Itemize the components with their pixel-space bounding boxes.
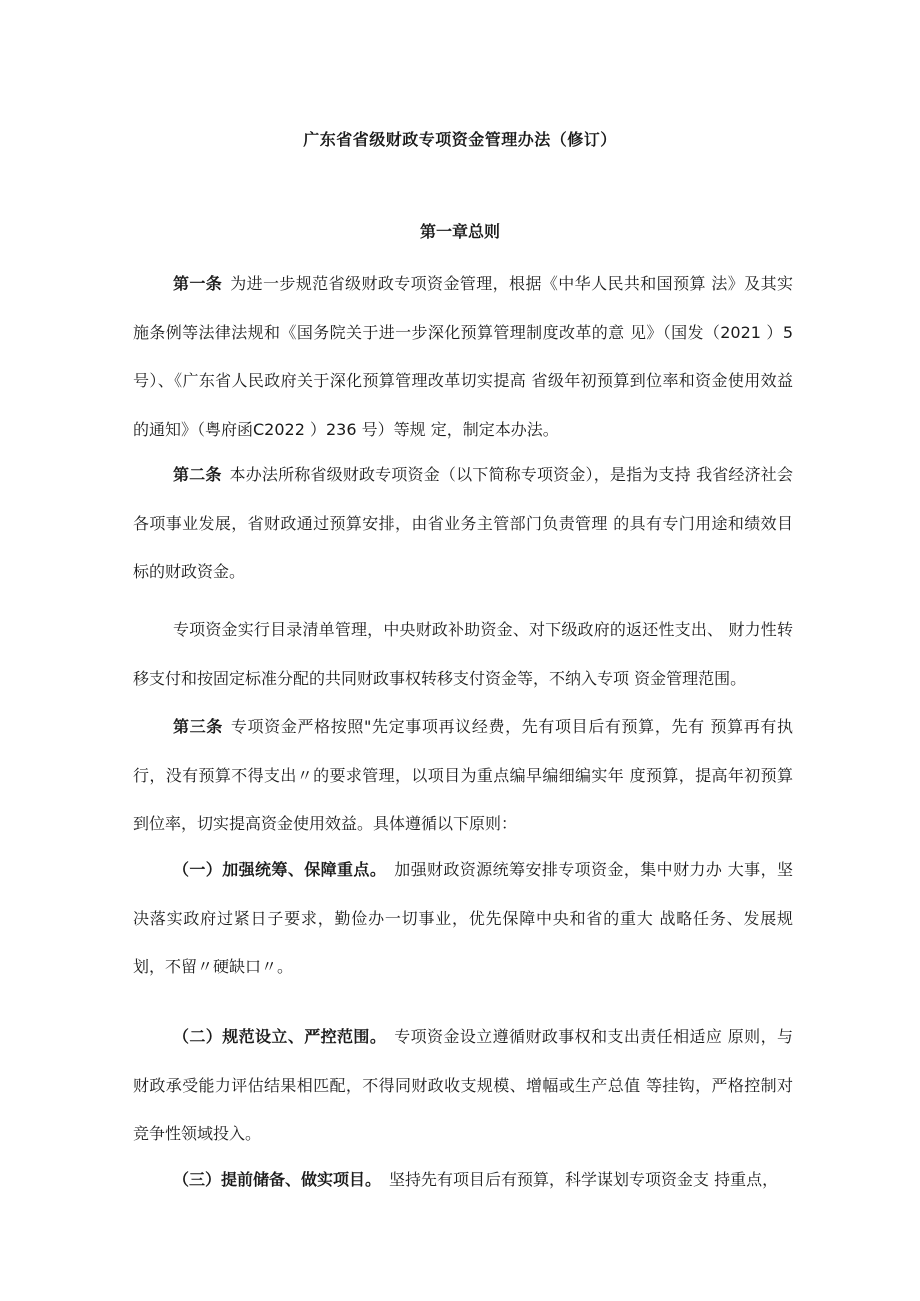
- article-3-text: 专项资金严格按照"先定事项再议经费，先有项目后有预算，先有 预算再有执行，没有预算不得支出〃的要求管理，以项目为重点编早编细编实年 度预算，提高年初预算到位率，切实提高资金使用效益。具体遵循以下原则：: [133, 717, 793, 833]
- article-1-text: 为进一步规范省级财政专项资金管理，根据《中华人民共和国预算 法》及其实施条例等法律法规和《国务院关于进一步深化预算管理制度改革的意 见》（国发（2021 ）5 号）、《广东省人民政府关于深化预算管理改革切实提高 省级年初预算到位率和资金使用效益的通知》（粤府函C2022 ）236 号）等规 定，制定本办法。: [133, 274, 793, 439]
- principle-3-paragraph: [133, 1156, 793, 1205]
- principle-2-lead: （二）规范设立、严控范围。: [173, 1027, 387, 1046]
- article-1-lead: 第一条: [173, 274, 223, 293]
- document-title: 广东省省级财政专项资金管理办法（修订）: [303, 130, 617, 149]
- article-3-lead: 第三条: [173, 717, 223, 736]
- principle-2-paragraph: [133, 1013, 793, 1159]
- principle-2-text: 专项资金设立遵循财政事权和支出责任相适应 原则，与财政承受能力评估结果相匹配，不得同财政收支规模、增幅或生产总值 等挂钩，严格控制对竞争性领域投入。: [133, 1027, 793, 1143]
- article-2-lead: 第二条: [173, 465, 222, 484]
- principle-1-text: 加强财政资源统筹安排专项资金，集中财力办 大事，坚决落实政府过紧日子要求，勤俭办一切事业，优先保障中央和省的重大 战略任务、发展规划，不留〃硬缺口〃。: [133, 860, 793, 976]
- article-2-supplement-text: 专项资金实行目录清单管理，中央财政补助资金、对下级政府的返还性支出、 财力性转移支付和按固定标准分配的共同财政事权转移支付资金等，不纳入专项 资金管理范围。: [133, 620, 793, 688]
- principle-3-lead: （三）提前储备、做实项目。: [173, 1170, 382, 1189]
- article-3-paragraph: [133, 703, 793, 849]
- chapter-heading: 第一章总则: [419, 222, 500, 241]
- article-2-supplement-paragraph: [133, 606, 793, 703]
- principle-1-paragraph: [133, 846, 793, 992]
- principle-1-lead: （一）加强统筹、保障重点。: [173, 860, 387, 879]
- article-1-paragraph: [133, 260, 793, 454]
- article-2-paragraph: [133, 451, 793, 597]
- principle-3-text: 坚持先有项目后有预算，科学谋划专项资金支 持重点，: [389, 1170, 779, 1189]
- article-2-text: 本办法所称省级财政专项资金（以下简称专项资金），是指为支持 我省经济社会各项事业发展，省财政通过预算安排，由省业务主管部门负责管理 的具有专门用途和绩效目标的财政资金。: [133, 465, 793, 581]
